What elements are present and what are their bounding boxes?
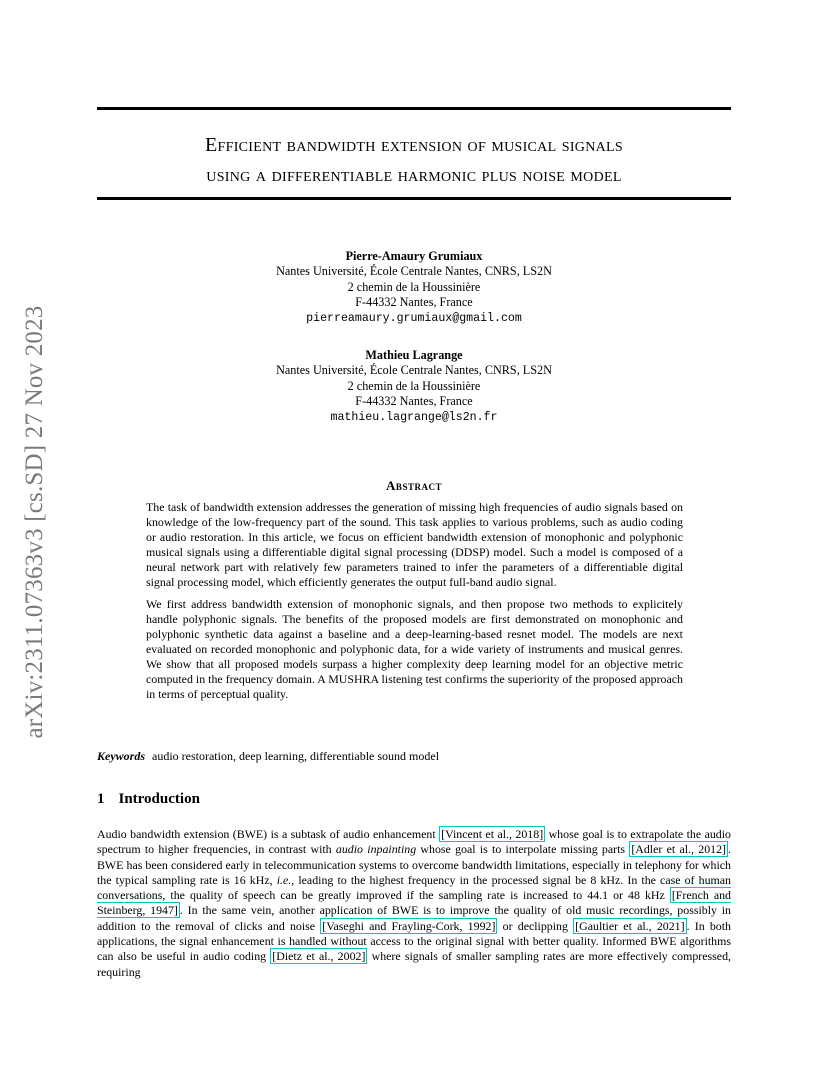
- text-run: Audio bandwidth extension (BWE) is a subtask of audio enhancement: [97, 827, 440, 841]
- text-run: where signals of smaller sampling rates are more effectively compressed, requiring: [97, 949, 731, 979]
- citation-link[interactable]: [Vaseghi and Frayling-Cork, 1992]: [322, 918, 496, 933]
- author-block-1: [97, 249, 731, 326]
- author-city: F-44332 Nantes, France: [355, 394, 473, 409]
- introduction-body: [97, 827, 731, 980]
- citation-link[interactable]: [Adler et al., 2012]: [631, 842, 727, 857]
- author-affiliation: Nantes Université, École Centrale Nantes, CNRS, LS2N: [276, 264, 552, 279]
- introduction-paragraph: [97, 827, 731, 980]
- text-run-italic: audio inpainting: [335, 842, 417, 857]
- author-email: pierreamaury.grumiaux@gmail.com: [306, 311, 522, 325]
- section-title: Introduction: [118, 791, 200, 807]
- section-number: 1: [97, 791, 105, 807]
- author-name: Mathieu Lagrange: [365, 348, 463, 362]
- author-email: mathieu.lagrange@ls2n.fr: [330, 410, 498, 424]
- arxiv-identifier: [20, 283, 50, 761]
- citation-link[interactable]: [French and Steinberg, 1947]: [97, 888, 731, 918]
- text-run: whose goal is to interpolate missing parts: [416, 842, 630, 857]
- author-street: 2 chemin de la Houssinière: [347, 378, 481, 393]
- text-run: whose goal is to extrapolate the audio spectrum to higher frequencies, in contrast with: [97, 827, 731, 857]
- citation-link[interactable]: [Gaultier et al., 2021]: [575, 918, 685, 933]
- title-bottom-rule: [97, 197, 731, 200]
- abstract-paragraph-1: The task of bandwidth extension addresses the generation of missing high frequencies of audio signals based on knowledge of the low-frequency part of the sound. This task applies to various problems, such as audio coding or audio restoration. In this article, we focus on efficient bandwidth extension of monophonic and polyphonic musical signals using a differentiable digital signal processing (DDSP) model. Such a model is composed of a neural network part with relatively few parameters trained to infer the parameters of a differentiable digital signal processing model, which efficiently generates the output full-band audio signal.: [146, 500, 683, 590]
- text-run-italic: i.e.: [276, 872, 292, 887]
- title-top-rule: [97, 107, 731, 110]
- author-block-2: [97, 348, 731, 425]
- author-street: 2 chemin de la Houssinière: [347, 279, 481, 294]
- author-city: F-44332 Nantes, France: [355, 295, 473, 310]
- abstract-heading: Abstract: [386, 478, 442, 493]
- author-affiliation: Nantes Université, École Centrale Nantes, CNRS, LS2N: [276, 363, 552, 378]
- arxiv-identifier-text: arXiv:2311.07363v3 [cs.SD] 27 Nov 2023: [21, 305, 48, 739]
- abstract-paragraph-2: We first address bandwidth extension of monophonic signals, and then propose two methods to explicitely handle polyphonic signals. The benefits of the proposed models are first demonstrated on monophonic and polyphonic synthetic data against a baseline and a deep-learning-based resnet model. The models are next evaluated on recorded monophonic and polyphonic data, for a wide variety of instruments and musical genres. We show that all proposed models surpass a higher complexity deep learning model for an objective metric computed in the frequency domain. A MUSHRA listening test confirms the superiority of the proposed approach in terms of perceptual quality.: [146, 596, 683, 702]
- paper-title-line-1: Efficient bandwidth extension of musical signals: [205, 134, 623, 156]
- text-run: , leading to the highest frequency in the processed signal be 8 kHz. In the case of human conversations, the quality of speech can be greatly improved if the sampling rate is increased to 44.1 or 48 kHz: [97, 872, 731, 903]
- text-run: or declipping: [497, 918, 574, 933]
- abstract: [146, 500, 683, 708]
- author-name: Pierre-Amaury Grumiaux: [345, 249, 483, 263]
- text-run: . BWE has been considered early in telecommunication systems to overcome bandwidth limitations, especially in telephony for which the typical sampling rate is 16 kHz,: [97, 842, 731, 887]
- keywords-text: audio restoration, deep learning, differentiable sound model: [152, 749, 440, 763]
- citation-link[interactable]: [Vincent et al., 2018]: [441, 827, 544, 841]
- text-run: . In both applications, the signal enhancement is handled without access to the original signal with better quality. Informed BWE algorithms can also be useful in audio coding: [97, 918, 731, 964]
- keywords: [97, 749, 731, 764]
- keywords-label: Keywords: [97, 749, 145, 763]
- text-run: . In the same vein, another application of BWE is to improve the quality of old music recordings, possibly in addition to the removal of clicks and noise: [97, 903, 731, 933]
- citation-link[interactable]: [Dietz et al., 2002]: [272, 949, 366, 964]
- paper-title: [97, 130, 731, 190]
- paper-title-line-2: using a differentiable harmonic plus noise model: [206, 164, 622, 186]
- section-heading: [97, 791, 200, 808]
